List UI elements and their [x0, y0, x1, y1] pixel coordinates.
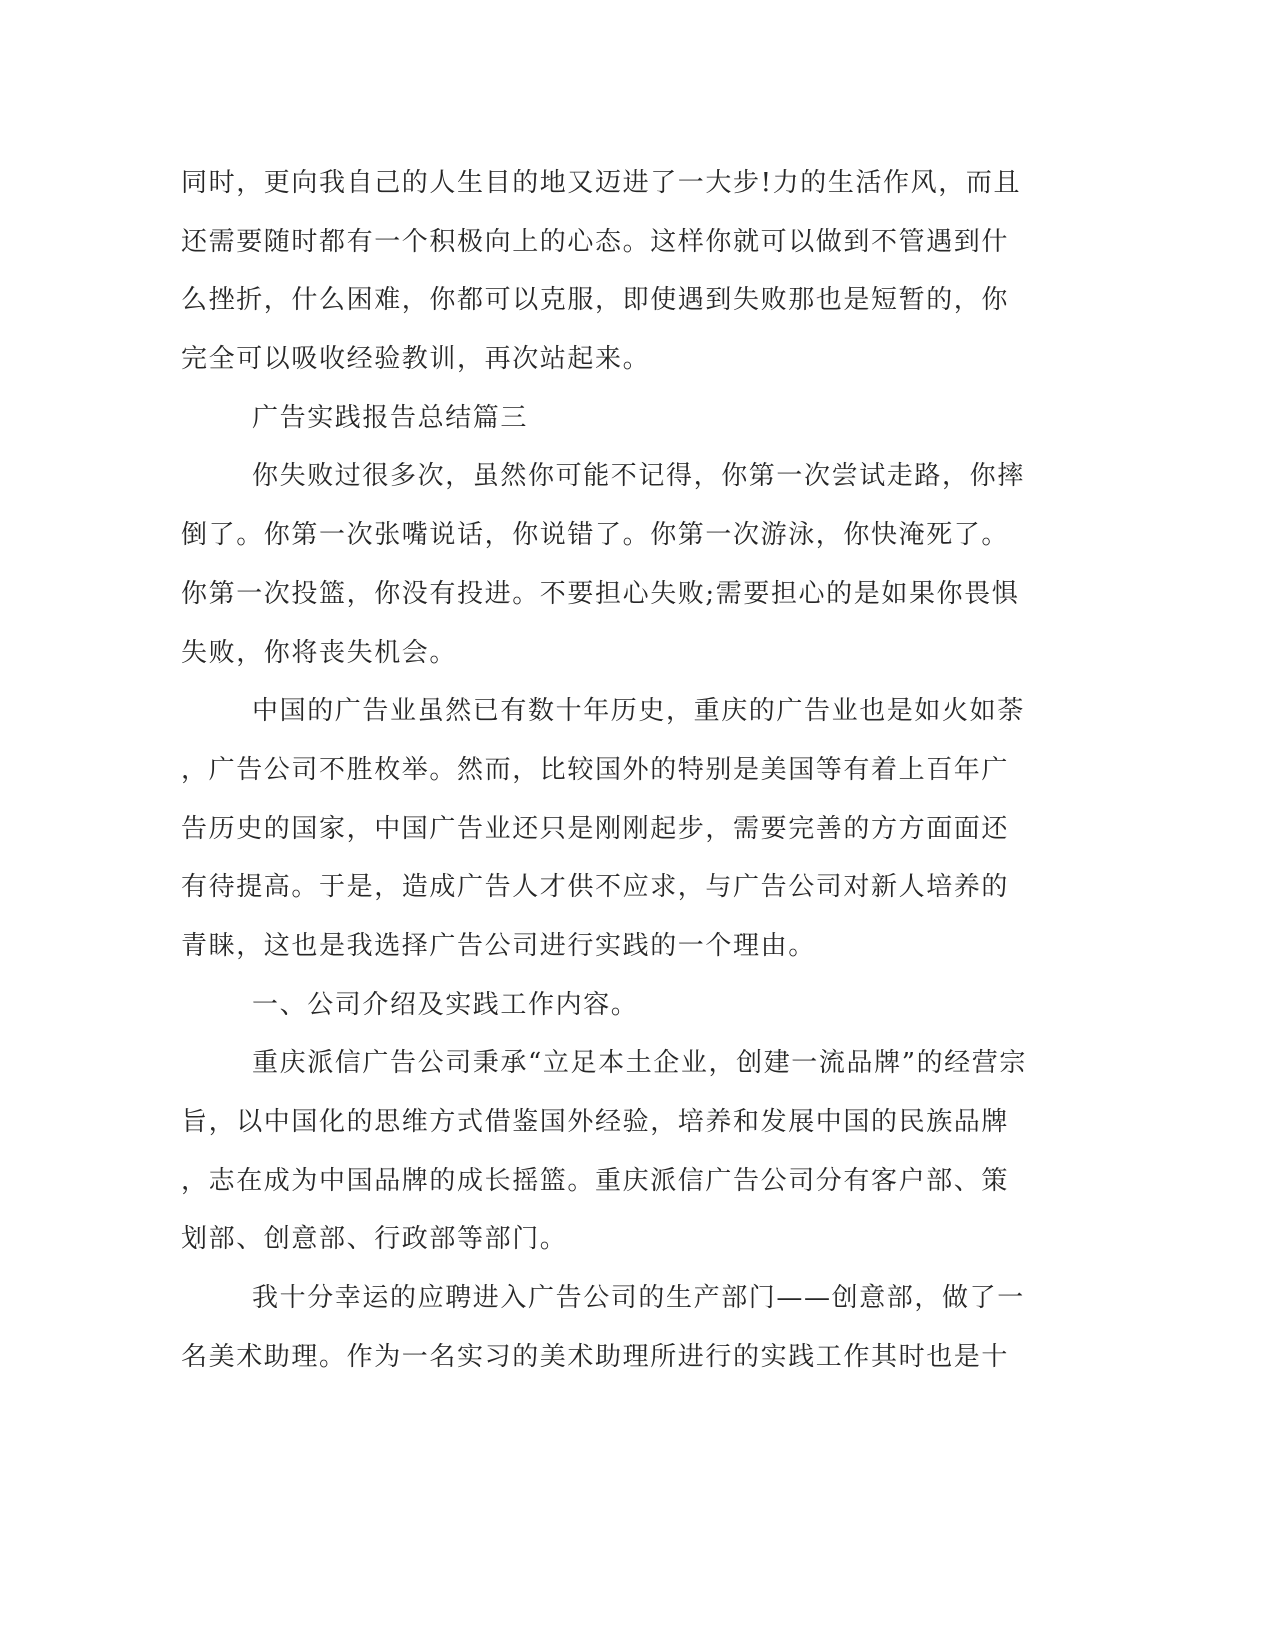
text-line: 告历史的国家，中国广告业还只是刚刚起步，需要完善的方方面面还 [181, 813, 1010, 844]
text-line: 中国的广告业虽然已有数十年历史，重庆的广告业也是如火如荼 [252, 696, 1025, 727]
text-line: 重庆派信广告公司秉承“立足本土企业，创建一流品牌”的经营宗 [252, 1048, 1027, 1079]
text-line: 我十分幸运的应聘进入广告公司的生产部门——创意部，做了一 [252, 1283, 1025, 1314]
heading-line: 一、公司介绍及实践工作内容。 [252, 989, 639, 1020]
text-line: 么挫折，什么困难，你都可以克服，即使遇到失败那也是短暂的，你 [181, 285, 1010, 316]
section-heading [181, 389, 1081, 448]
text-line: 有待提高。于是，造成广告人才供不应求，与广告公司对新人培养的 [181, 872, 1010, 903]
text-line: 名美术助理。作为一名实习的美术助理所进行的实践工作其时也是十 [181, 1341, 1010, 1372]
text-line: ，广告公司不胜枚举。然而，比较国外的特别是美国等有着上百年广 [181, 754, 1010, 785]
paragraph [181, 1269, 1081, 1386]
paragraph [181, 1034, 1081, 1269]
text-line: 青睐，这也是我选择广告公司进行实践的一个理由。 [181, 930, 816, 961]
text-line: 完全可以吸收经验教训，再次站起来。 [181, 344, 651, 375]
text-line: 划部、创意部、行政部等部门。 [181, 1224, 568, 1255]
subsection-heading [181, 976, 1081, 1035]
text-line: 你失败过很多次，虽然你可能不记得，你第一次尝试走路，你摔 [252, 461, 1025, 492]
text-line: 失败，你将丧失机会。 [181, 637, 458, 668]
paragraph-continuation [181, 154, 1081, 389]
text-line: 同时，更向我自己的人生目的地又迈进了一大步!力的生活作风，而且 [181, 168, 1022, 198]
text-line: 倒了。你第一次张嘴说话，你说错了。你第一次游泳，你快淹死了。 [181, 520, 1010, 551]
heading-line: 广告实践报告总结篇三 [252, 402, 529, 433]
text-line: ，志在成为中国品牌的成长摇篮。重庆派信广告公司分有客户部、策 [181, 1165, 1010, 1196]
text-line: 你第一次投篮，你没有投进。不要担心失败;需要担心的是如果你畏惧 [181, 578, 1020, 609]
paragraph [181, 447, 1081, 682]
paragraph [181, 682, 1081, 975]
text-line: 还需要随时都有一个积极向上的心态。这样你就可以做到不管遇到什 [181, 226, 1010, 257]
document-body [181, 154, 1081, 1386]
text-line: 旨，以中国化的思维方式借鉴国外经验，培养和发展中国的民族品牌 [181, 1107, 1010, 1137]
